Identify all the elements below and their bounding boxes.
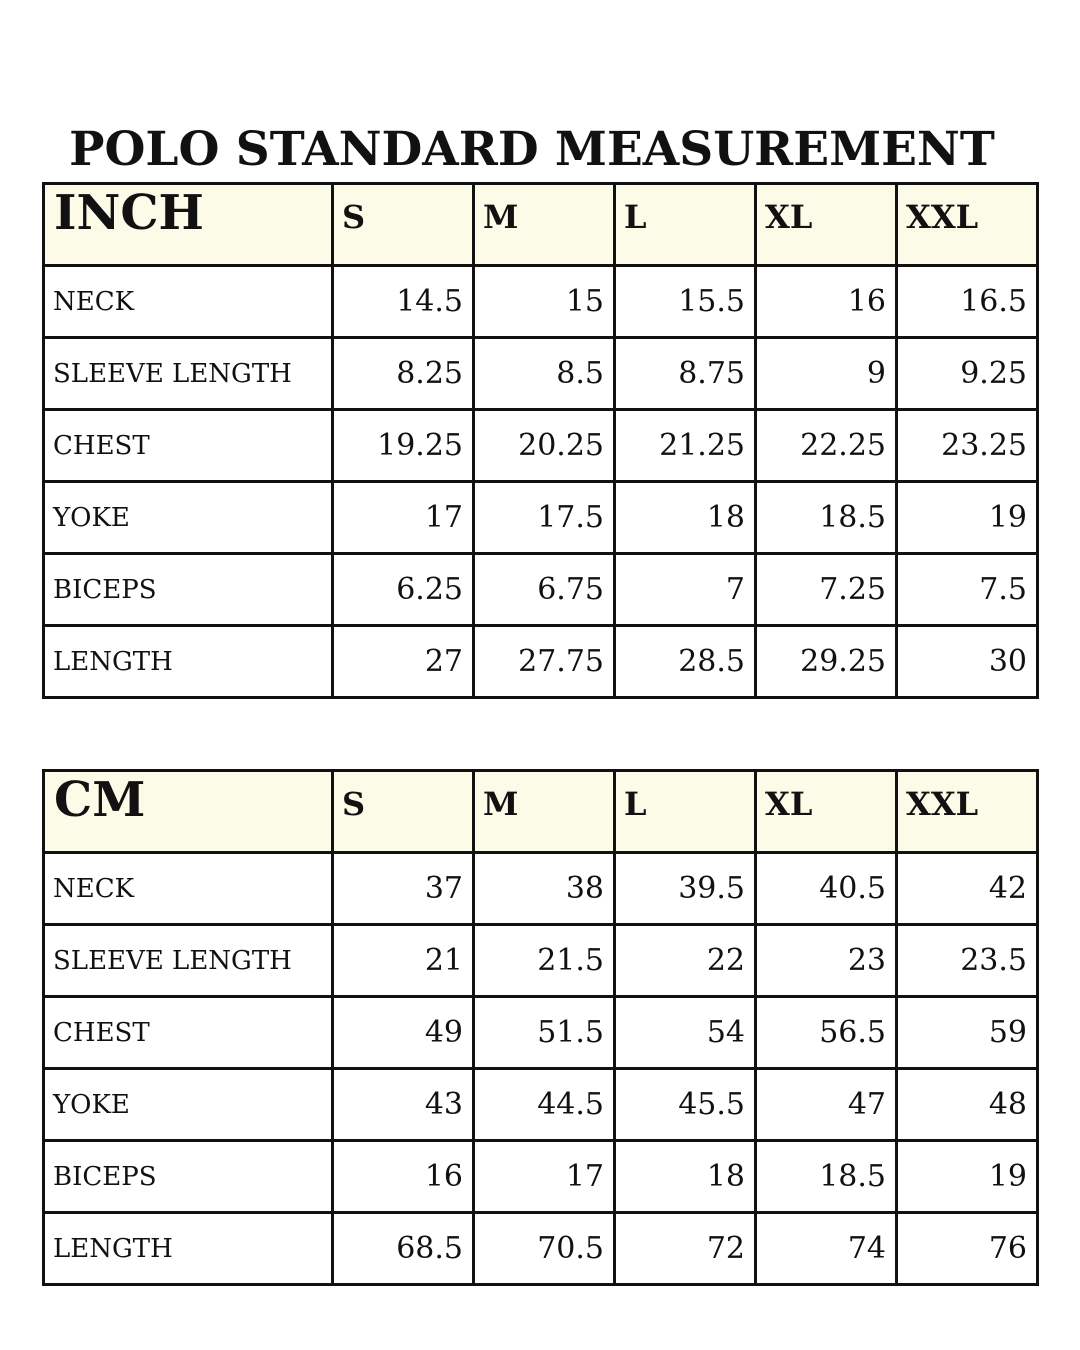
size-header-xxl: XXL (897, 184, 1038, 266)
measurement-cell-xl: 47 (756, 1069, 897, 1141)
measurement-cell-l: 8.75 (615, 338, 756, 410)
measurement-cell-xxl: 7.5 (897, 554, 1038, 626)
measurement-cell-xxl: 48 (897, 1069, 1038, 1141)
measurement-cell-s: 37 (333, 853, 474, 925)
row-label: YOKE (44, 1069, 333, 1141)
row-label: BICEPS (44, 1141, 333, 1213)
measurement-cell-xl: 40.5 (756, 853, 897, 925)
header-row (44, 184, 1038, 266)
row-label: CHEST (44, 997, 333, 1069)
measurement-cell-xl: 74 (756, 1213, 897, 1285)
measurement-cell-l: 18 (615, 1141, 756, 1213)
table-row (44, 925, 1038, 997)
measurement-cell-xxl: 19 (897, 482, 1038, 554)
measurement-cell-xl: 18.5 (756, 482, 897, 554)
measurement-cell-l: 28.5 (615, 626, 756, 698)
table-row (44, 997, 1038, 1069)
table-row (44, 1141, 1038, 1213)
measurement-cell-s: 27 (333, 626, 474, 698)
measurement-cell-m: 17 (474, 1141, 615, 1213)
header-row (44, 771, 1038, 853)
row-label: NECK (44, 266, 333, 338)
table-row (44, 482, 1038, 554)
measurement-cell-xl: 23 (756, 925, 897, 997)
measurement-cell-l: 7 (615, 554, 756, 626)
size-header-l: L (615, 771, 756, 853)
measurement-cell-l: 45.5 (615, 1069, 756, 1141)
table-row (44, 853, 1038, 925)
measurement-cell-xl: 9 (756, 338, 897, 410)
measurement-cell-s: 49 (333, 997, 474, 1069)
measurement-cell-s: 68.5 (333, 1213, 474, 1285)
measurement-cell-xxl: 42 (897, 853, 1038, 925)
measurement-cell-xxl: 16.5 (897, 266, 1038, 338)
table-row (44, 1069, 1038, 1141)
size-header-m: M (474, 771, 615, 853)
measurement-cell-l: 21.25 (615, 410, 756, 482)
measurement-cell-m: 44.5 (474, 1069, 615, 1141)
table-row (44, 626, 1038, 698)
unit-header: CM (44, 771, 333, 853)
measurement-cell-s: 43 (333, 1069, 474, 1141)
measurement-cell-s: 14.5 (333, 266, 474, 338)
measurement-cell-xl: 56.5 (756, 997, 897, 1069)
size-header-s: S (333, 771, 474, 853)
row-label: CHEST (44, 410, 333, 482)
measurement-cell-s: 6.25 (333, 554, 474, 626)
measurement-cell-xl: 7.25 (756, 554, 897, 626)
measurement-cell-s: 16 (333, 1141, 474, 1213)
measurement-cell-l: 22 (615, 925, 756, 997)
measurement-cell-m: 17.5 (474, 482, 615, 554)
row-label: YOKE (44, 482, 333, 554)
measurement-cell-m: 8.5 (474, 338, 615, 410)
unit-header: INCH (44, 184, 333, 266)
measurement-cell-l: 72 (615, 1213, 756, 1285)
table-row (44, 410, 1038, 482)
measurement-cell-m: 70.5 (474, 1213, 615, 1285)
measurement-cell-s: 8.25 (333, 338, 474, 410)
measurement-cell-xxl: 30 (897, 626, 1038, 698)
measurement-cell-m: 27.75 (474, 626, 615, 698)
measurement-cell-s: 21 (333, 925, 474, 997)
measurement-cell-s: 19.25 (333, 410, 474, 482)
page-title: POLO STANDARD MEASUREMENT (69, 122, 995, 177)
measurement-cell-xxl: 9.25 (897, 338, 1038, 410)
measurement-cell-xl: 22.25 (756, 410, 897, 482)
measurement-cell-xl: 16 (756, 266, 897, 338)
row-label: SLEEVE LENGTH (44, 925, 333, 997)
row-label: LENGTH (44, 1213, 333, 1285)
measurement-cell-m: 51.5 (474, 997, 615, 1069)
measurement-cell-xxl: 76 (897, 1213, 1038, 1285)
cm-measurement-table (42, 769, 1039, 1286)
measurement-cell-l: 18 (615, 482, 756, 554)
measurement-cell-m: 20.25 (474, 410, 615, 482)
measurement-cell-l: 54 (615, 997, 756, 1069)
measurement-cell-xxl: 23.25 (897, 410, 1038, 482)
measurement-cell-m: 6.75 (474, 554, 615, 626)
inch-measurement-table (42, 182, 1039, 699)
row-label: LENGTH (44, 626, 333, 698)
size-header-s: S (333, 184, 474, 266)
row-label: SLEEVE LENGTH (44, 338, 333, 410)
table-row (44, 338, 1038, 410)
size-header-m: M (474, 184, 615, 266)
measurement-cell-m: 21.5 (474, 925, 615, 997)
table-row (44, 1213, 1038, 1285)
measurement-cell-xxl: 59 (897, 997, 1038, 1069)
measurement-cell-l: 39.5 (615, 853, 756, 925)
measurement-cell-xl: 29.25 (756, 626, 897, 698)
measurement-cell-xxl: 23.5 (897, 925, 1038, 997)
size-header-xxl: XXL (897, 771, 1038, 853)
measurement-cell-m: 15 (474, 266, 615, 338)
size-header-xl: XL (756, 184, 897, 266)
measurement-cell-m: 38 (474, 853, 615, 925)
size-header-xl: XL (756, 771, 897, 853)
row-label: BICEPS (44, 554, 333, 626)
row-label: NECK (44, 853, 333, 925)
table-row (44, 554, 1038, 626)
measurement-cell-l: 15.5 (615, 266, 756, 338)
measurement-cell-s: 17 (333, 482, 474, 554)
table-row (44, 266, 1038, 338)
measurement-cell-xl: 18.5 (756, 1141, 897, 1213)
size-header-l: L (615, 184, 756, 266)
measurement-cell-xxl: 19 (897, 1141, 1038, 1213)
